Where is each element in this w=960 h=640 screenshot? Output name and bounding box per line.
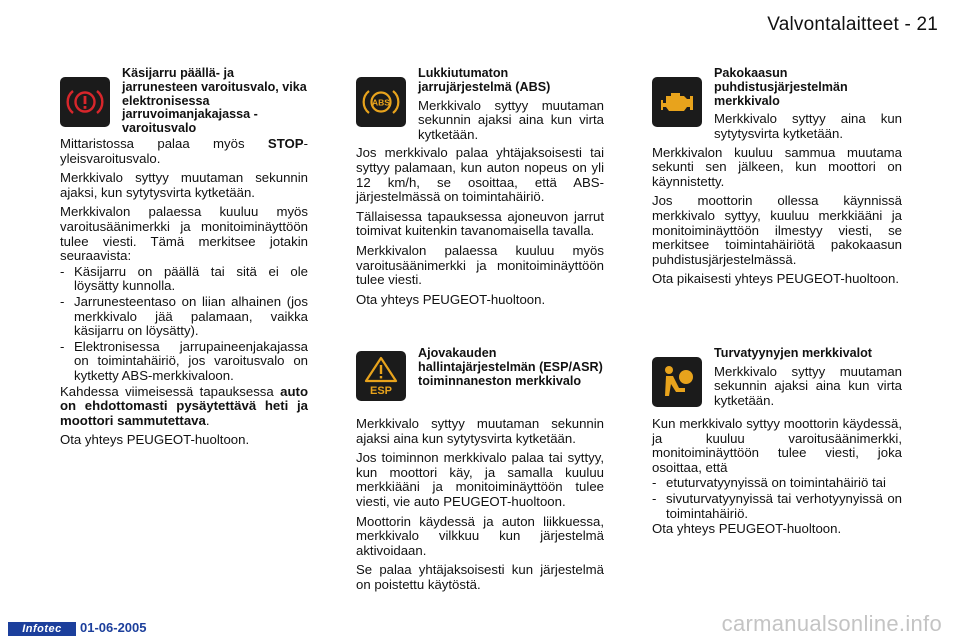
airbag-section-desc: Merkkivalo syttyy muutaman sekunnin ajaksi aina kun virta kytketään.: [714, 363, 902, 408]
watermark: carmanualsonline.info: [721, 611, 942, 636]
airbag-bullet-1: - etuturvatyynyissä on toimintahäiriö tai: [652, 475, 886, 491]
esp-paragraph-2: Jos toiminnon merkkivalo palaa tai syttyy, kun moottori käy, ja samalla kuuluu merkkiääni ja monitoiminäyttöön tulee viesti, vie auto PEUGEOT-huoltoon.: [356, 450, 604, 509]
infotec-logo: Infotec: [8, 622, 76, 636]
brake-paragraph-3: Merkkivalon palaessa kuuluu myös varoitusäänimerkki ja monitoiminäyttöön tulee viesti. Tämä merkitsee jotakin seuraavista:: [60, 204, 308, 264]
page-title: Valvontalaitteet - 21: [767, 14, 938, 35]
brake-section-head: [60, 67, 308, 137]
airbag-warning-icon: [652, 357, 702, 407]
column-engine: [652, 67, 902, 292]
brake-paragraph-2: Merkkivalo syttyy muutaman sekunnin ajaksi, kun sytytysvirta kytketään.: [60, 170, 308, 200]
engine-section-desc: Merkkivalo syttyy aina kun sytytysvirta kytketään.: [714, 111, 902, 141]
brake-bullet-2: - Jarrunesteentaso on liian alhainen (jos merkkivalo jää palamaan, vaikka käsijarru on löysätty).: [60, 293, 308, 339]
esp-paragraph-1: Merkkivalo syttyy muutaman sekunnin ajaksi aina kun sytytysvirta kytketään.: [356, 416, 604, 446]
abs-section-head: [356, 67, 604, 142]
footer-date: 01-06-2005: [80, 620, 147, 635]
esp-section-title: Ajovakauden hallintajärjestelmän (ESP/ASR) toiminnaneston merkkivalo: [418, 346, 603, 388]
abs-warning-icon: [356, 77, 406, 127]
column-airbag: [652, 347, 902, 542]
engine-section-head: [652, 67, 902, 142]
column-brake: [60, 67, 308, 453]
abs-section-desc: Merkkivalo syttyy muutaman sekunnin ajaksi aina kun virta kytketään.: [418, 97, 604, 142]
brake-bullet-3: - Elektronisessa jarrupaineenjakajassa on toimintahäiriö, jos varoitusvalo on kytketty ABS-merkkivaloon.: [60, 338, 308, 383]
column-esp: [356, 347, 604, 598]
esp-warning-icon: [356, 351, 406, 401]
brake-paragraph-1: Mittaristossa palaa myös STOP-yleisvaroitusvalo.: [60, 136, 308, 166]
engine-warning-icon: [652, 77, 702, 127]
esp-section-head: [356, 347, 604, 417]
svg-text:ESP: ESP: [369, 385, 393, 397]
engine-paragraph-2: Jos moottorin ollessa käynnissä merkkivalo syttyy, kuuluu merkkiääni ja monitoiminäyttöön ilmestyy viesti, se merkitsee toimintahäiriötä pakokaasun puhdistusjärjestelmässä.: [652, 193, 902, 267]
abs-paragraph-2: Tällaisessa tapauksessa ajoneuvon jarrut toimivat kuitenkin tavanomaisella tavalla.: [356, 208, 604, 239]
brake-paragraph-5: Ota yhteys PEUGEOT-huoltoon.: [60, 432, 250, 448]
brake-bullet-1: - Käsijarru on päällä tai sitä ei ole löysätty kunnolla.: [60, 263, 308, 294]
brake-section-title: Käsijarru päällä- ja jarrunesteen varoitusvalo, vika elektronisessa jarruvoimanjakajassa -varoitusvalo: [122, 66, 307, 136]
brake-paragraph-4: Kahdessa viimeisessä tapauksessa auto on ehdottomasti pysäytettävä heti ja moottori sammutettava.: [60, 383, 308, 428]
airbag-section-title: Turvatyynyjen merkkivalot: [714, 346, 872, 360]
engine-paragraph-1: Merkkivalon kuuluu sammua muutama sekunti sen jälkeen, kun moottori on käynnistetty.: [652, 144, 902, 189]
abs-paragraph-1: Jos merkkivalo palaa yhtäjaksoisesti tai syttyy palamaan, kun auton nopeus on yli 12 km/h, se osoittaa, että ABS-järjestelmässä on toimintahäiriö.: [356, 145, 604, 205]
airbag-section-head: [652, 347, 902, 417]
engine-paragraph-3: Ota pikaisesti yhteys PEUGEOT-huoltoon.: [652, 271, 900, 287]
airbag-paragraph-1: Kun merkkivalo syttyy moottorin käydessä, ja kuuluu varoitusäänimerkki, monitoiminäyttöön tulee viesti, joka osoittaa, että: [652, 416, 902, 475]
abs-section-title: Lukkiutumaton jarrujärjestelmä (ABS): [418, 66, 551, 94]
brake-warning-icon: [60, 77, 110, 127]
esp-paragraph-4: Se palaa yhtäjaksoisesti kun järjestelmä on poistettu käytöstä.: [356, 562, 604, 592]
engine-section-title: Pakokaasun puhdistusjärjestelmän merkkivalo: [714, 66, 848, 108]
abs-paragraph-4: Ota yhteys PEUGEOT-huoltoon.: [356, 291, 546, 307]
svg-text:ABS: ABS: [372, 97, 390, 108]
abs-paragraph-3: Merkkivalon palaessa kuuluu myös varoitusäänimerkki ja monitoiminäyttöön tulee viesti.: [356, 242, 604, 288]
airbag-bullet-2: - sivuturvatyynyissä tai verhotyynyissä on toimintahäiriö.: [652, 490, 902, 521]
airbag-paragraph-2: Ota yhteys PEUGEOT-huoltoon.: [652, 521, 842, 537]
column-abs: [356, 67, 604, 312]
esp-paragraph-3: Moottorin käydessä ja auton liikkuessa, merkkivalo vilkkuu kun järjestelmä aktivoidaan.: [356, 513, 604, 558]
